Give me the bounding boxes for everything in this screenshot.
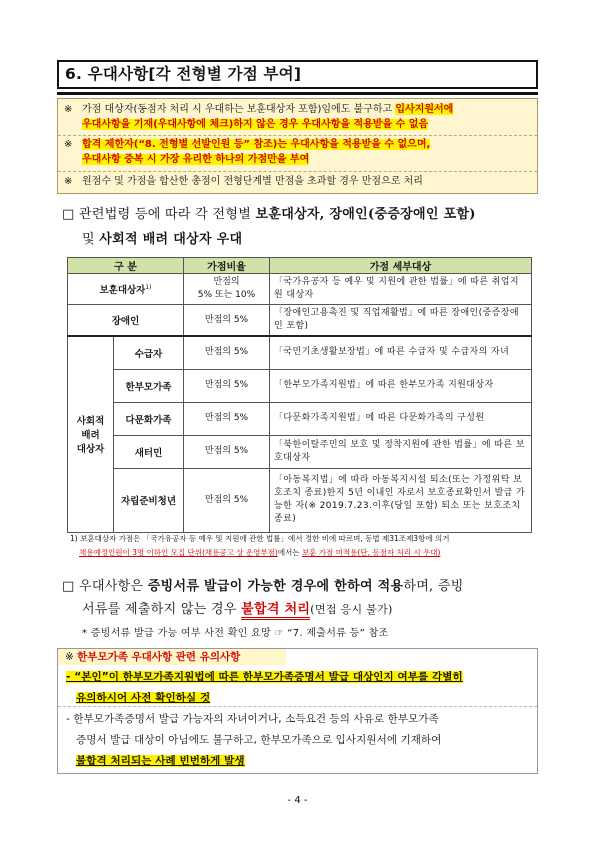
intro-line-2 xyxy=(82,230,242,250)
bonus-points-table xyxy=(67,257,532,533)
footnote-line-1: 1) 보훈대상자 가점은 「국가유공자 등 예우 및 지원에 관한 법률」에서 정한 비에 따르며, 동법 제31조제3항에 의거 xyxy=(70,534,450,543)
table-category xyxy=(68,274,184,305)
table-header: 가점비율 xyxy=(184,258,270,274)
table-category: 수급자 xyxy=(114,336,184,369)
intro-bold-2: 사회적 배려 대상자 우대 xyxy=(99,232,243,247)
notice-item-1-emphasis: 입사지원서에 xyxy=(395,104,454,115)
warning-item-1 xyxy=(66,667,532,709)
notice-divider xyxy=(58,135,537,136)
notice-item-2-text: 합격 제한자(“8. 전형별 선발인원 등” 참조)는 우대사항을 적용받을 수 없으며, xyxy=(82,139,431,150)
table-row xyxy=(68,468,532,532)
notice-item-1-emphasis-2: 우대사항을 기재(우대사항에 체크)하지 않은 경우 우대사항을 적용받을 수 없음 xyxy=(82,118,429,130)
docs-text: 우대사항은 xyxy=(79,579,148,594)
table-header: 구 분 xyxy=(68,258,184,274)
table-desc: 「북한이탈주민의 보호 및 정착지원에 관한 법률」에 따른 보호대상자 xyxy=(270,435,532,468)
docs-bold: 증빙서류 발급이 가능한 경우에 한하여 적용 xyxy=(147,579,404,594)
intro-text: 관련법령 등에 따라 각 전형별 xyxy=(79,207,256,222)
intro-bold: 보훈대상자, 장애인(중증장애인 포함) xyxy=(255,207,476,222)
checkbox-square-icon: □ xyxy=(62,207,75,222)
table-ratio: 만점의 5% xyxy=(184,435,270,468)
warning-title-text: 한부모가족 우대사항 관련 유의사항 xyxy=(77,651,241,663)
footnote-red-1: 채용예정인원이 3명 이하인 모집 단위(채용공고 상 운영부점) xyxy=(79,548,278,557)
table-row xyxy=(68,369,532,402)
footnote-mid: 에서는 xyxy=(277,548,302,557)
warning-item-1-line-2: 유의하시어 사전 확인하실 것 xyxy=(76,692,211,704)
docs-text: (면접 응시 불가) xyxy=(310,603,393,616)
table-ratio: 만점의 5% xyxy=(184,369,270,402)
table-category: 장애인 xyxy=(68,305,184,337)
warning-title xyxy=(58,649,286,665)
category-label: 보훈대상자 xyxy=(99,285,146,296)
social-group-label xyxy=(68,336,114,532)
section-heading: 6. 우대사항[각 전형별 가점 부여] xyxy=(57,60,538,89)
table-desc: 「장애인고용촉진 및 직업재활법」에 따른 장애인(중증장애인 포함) xyxy=(270,305,532,337)
notice-divider xyxy=(58,171,537,172)
footnote-line-2 xyxy=(70,547,440,558)
notice-item-2-text-2: 우대사항 중복 시 가장 유리한 하나의 가점만을 부여 xyxy=(82,153,310,165)
checkbox-square-icon: □ xyxy=(62,579,75,594)
footnote-red-2: 보훈 가점 미적용(단, 동점자 처리 시 우대) xyxy=(301,548,441,557)
warning-item-2-line-1: - 한부모가족증명서 발급 가능자의 자녀이거나, 소득요건 등의 사유로 한부모가족 xyxy=(66,713,439,725)
social-label-line: 배려 xyxy=(81,430,100,442)
heading-underline xyxy=(57,92,538,95)
table-category: 자립준비청년 xyxy=(114,468,184,532)
docs-text: 하며, 증빙 xyxy=(403,579,464,594)
notice-item-1-text: 가점 대상자(동점자 처리 시 우대하는 보훈대상자 포함)임에도 불구하고 xyxy=(82,104,396,115)
table-ratio: 만점의 5% xyxy=(184,468,270,532)
ratio-line: 5% 또는 10% xyxy=(197,290,256,300)
table-desc: 「국가유공자 등 예우 및 지원에 관한 법률」에 따른 취업지원 대상자 xyxy=(270,274,532,305)
table-row xyxy=(68,274,532,305)
notice-item-1 xyxy=(64,103,532,132)
intro-text-2: 및 xyxy=(82,232,100,247)
table-row xyxy=(68,305,532,337)
table-category: 새터민 xyxy=(114,435,184,468)
table-row xyxy=(68,402,532,435)
warning-divider xyxy=(58,706,537,707)
warning-item-2-line-2: 증명서 발급 대상이 아님에도 불구하고, 한부모가족으로 입사지원서에 기재하여 xyxy=(76,734,442,746)
table-ratio xyxy=(184,274,270,305)
reference-mark-icon: ※ xyxy=(64,139,73,150)
table-header-row xyxy=(68,258,532,274)
notice-item-3-text: 원점수 및 가점을 합산한 총점이 전형단계별 만점을 초과할 경우 만점으로 처리 xyxy=(82,176,423,187)
ratio-line: 만점의 xyxy=(213,277,240,287)
notice-item-3 xyxy=(64,175,532,190)
table-desc: 「다문화가족지원법」에 따른 다문화가족의 구성원 xyxy=(270,402,532,435)
reference-mark-icon: ※ xyxy=(65,651,74,663)
fail-processing-emphasis: 불합격 처리 xyxy=(241,602,310,620)
page-number: - 4 - xyxy=(287,795,308,806)
table-desc: 「국민기초생활보장법」에 따른 수급자 및 수급자의 자녀 xyxy=(270,336,532,369)
single-parent-warning-box xyxy=(57,648,538,774)
table-ratio: 만점의 5% xyxy=(184,402,270,435)
table-category: 다문화가족 xyxy=(114,402,184,435)
docs-text: 서류를 제출하지 않는 경우 xyxy=(82,602,242,617)
table-ratio: 만점의 5% xyxy=(184,336,270,369)
docs-note: * 증빙서류 발급 가능 여부 사전 확인 요망 ☞ “7. 제출서류 등” 참조 xyxy=(82,628,389,639)
notice-item-2 xyxy=(64,138,532,167)
table-desc: 「아동복지법」에 따라 아동복지시설 퇴소(또는 가정위탁 보호조치 종료)한지 5년 이내인 자로서 보호종료확인서 발급 가능한 자(※ 2019.7.23.이후(당일 포함) 퇴소 또는 보호조치 종료) xyxy=(270,468,532,532)
footnote-ref: 1) xyxy=(145,283,152,291)
table-header: 가점 세부대상 xyxy=(270,258,532,274)
warning-item-2-line-3: 불합격 처리되는 사례 빈번하게 발생 xyxy=(76,755,245,767)
warning-item-1-line-1: - “본인”이 한부모가족지원법에 따른 한부모가족증명서 발급 대상인지 여부를 각별히 xyxy=(66,671,463,683)
docs-line-1 xyxy=(62,577,464,597)
table-row xyxy=(68,435,532,468)
warning-item-2 xyxy=(66,709,532,772)
docs-line-2 xyxy=(82,600,393,620)
table-row xyxy=(68,336,532,369)
table-desc: 「한부모가족지원법」에 따른 한부모가족 지원대상자 xyxy=(270,369,532,402)
reference-mark-icon: ※ xyxy=(64,176,73,187)
reference-mark-icon: ※ xyxy=(64,104,73,115)
social-label-line: 대상자 xyxy=(76,444,105,456)
notice-box xyxy=(57,98,538,194)
social-label-line: 사회적 xyxy=(76,416,105,428)
table-ratio: 만점의 5% xyxy=(184,305,270,337)
table-category: 한부모가족 xyxy=(114,369,184,402)
intro-line-1 xyxy=(62,205,476,225)
